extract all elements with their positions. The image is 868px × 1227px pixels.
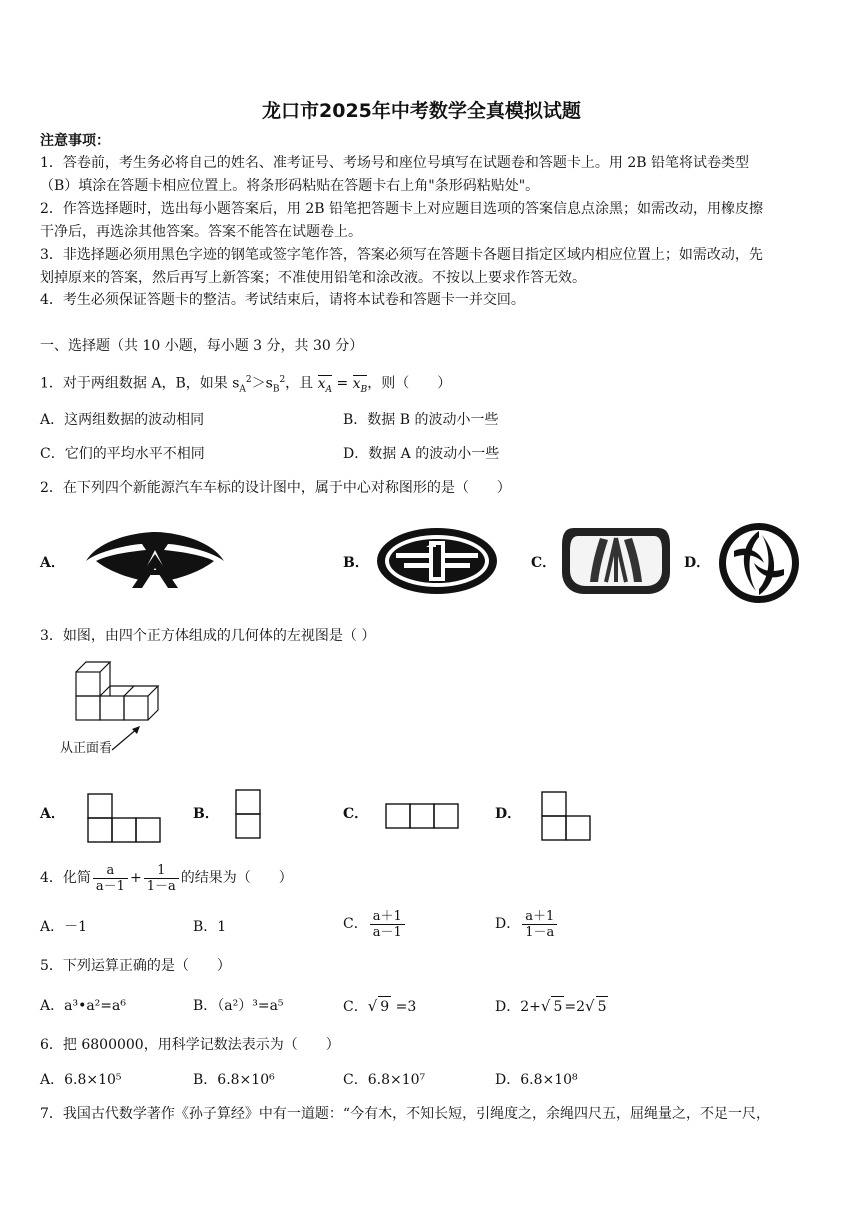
question-3-stem: 3．如图，由四个正方体组成的几何体的左视图是（ ）	[40, 628, 376, 644]
q3-option-b-figure[interactable]	[234, 788, 264, 840]
question-1-stem: 1．对于两组数据 A，B，如果 $s_A^2>s_B^2$，且 $x_A = x_B$，则（ ）	[40, 370, 451, 399]
cube-solid-figure	[74, 660, 166, 724]
q2-option-a-label[interactable]: A．	[40, 555, 65, 571]
notice-line: 2．作答选择题时，选出每小题答案后，用 2B 铅笔把答题卡上对应题目选项的答案信息点涂黑；如需改动，用橡皮擦	[40, 201, 763, 217]
q4-option-a[interactable]: A．－1	[40, 919, 88, 935]
q5-option-c[interactable]: C．√ 9 =3	[343, 997, 417, 1015]
notice-heading: 注意事项：	[40, 133, 110, 149]
q4-option-c[interactable]: C． $\frac{a+1}{a-1}$	[343, 906, 407, 942]
q4-option-b[interactable]: B．1	[193, 919, 227, 935]
notice-line: 4．考生必须保证答题卡的整洁。考试结束后，请将本试卷和答题卡一并交回。	[40, 292, 525, 308]
question-5-stem: 5．下列运算正确的是（ ）	[40, 958, 231, 974]
q1-option-b[interactable]: B．数据 B 的波动小一些	[343, 412, 499, 428]
q5-option-a[interactable]: A．a³•a²=a⁶	[40, 998, 126, 1014]
fraction: $\frac{1}{1-a}$	[144, 863, 179, 894]
page-title: 龙口市2025年中考数学全真模拟试题	[262, 100, 581, 122]
q5-option-d[interactable]: D．2+√ 5 =2√ 5	[495, 997, 607, 1015]
notice-line: 3．非选择题必须用黑色字迹的钢笔或签字笔作答，答案必须写在答题卡各题目指定区域内相应位置上；如需改动，先	[40, 247, 763, 263]
question-4-stem: 4．化简 $\frac{a}{a-1}$ + $\frac{1}{1-a}$ 的结果为（ ）	[40, 862, 293, 894]
car-logo-b-image[interactable]	[376, 527, 498, 595]
notice-line: 划掉原来的答案，然后再写上新答案；不准使用铅笔和涂改液。不按以上要求作答无效。	[40, 270, 586, 286]
q3-option-d-figure[interactable]	[540, 790, 594, 842]
notice-line: 干净后，再选涂其他答案。答案不能答在试题卷上。	[40, 224, 362, 240]
question-7-stem: 7．我国古代数学著作《孙子算经》中有一道题：“今有木，不知长短，引绳度之，余绳四尺五，屈绳量之，不足一尺，	[40, 1106, 771, 1122]
q4-option-d[interactable]: D． $\frac{a+1}{1-a}$	[495, 906, 559, 942]
q6-option-b[interactable]: B．6.8×10⁶	[193, 1072, 275, 1088]
question-6-stem: 6．把 6800000，用科学记数法表示为（ ）	[40, 1037, 340, 1053]
q2-option-b-label[interactable]: B．	[343, 555, 369, 571]
q2-option-d-label[interactable]: D．	[684, 555, 711, 571]
q3-option-b-label[interactable]: B．	[193, 806, 219, 822]
q5-option-b[interactable]: B．（a²）³=a⁵	[193, 998, 284, 1014]
q6-option-a[interactable]: A．6.8×10⁵	[40, 1072, 122, 1088]
car-logo-c-image[interactable]	[560, 524, 672, 596]
q6-option-d[interactable]: D．6.8×10⁸	[495, 1072, 578, 1088]
q1-option-a[interactable]: A．这两组数据的波动相同	[40, 412, 205, 428]
q3-option-a-figure[interactable]	[86, 792, 164, 844]
notice-line: （B）填涂在答题卡相应位置上。将条形码粘贴在答题卡右上角"条形码粘贴处"。	[40, 178, 540, 194]
fraction: $\frac{a+1}{a-1}$	[370, 909, 405, 940]
q1-option-c[interactable]: C．它们的平均水平不相同	[40, 446, 205, 462]
q1-option-d[interactable]: D．数据 A 的波动小一些	[343, 446, 500, 462]
q3-option-c-figure[interactable]	[384, 802, 462, 830]
q2-option-c-label[interactable]: C．	[531, 555, 557, 571]
fraction: $\frac{a}{a-1}$	[93, 863, 128, 894]
notice-line: 1．答卷前，考生务必将自己的姓名、准考证号、考场号和座位号填写在试题卷和答题卡上。用 2B 铅笔将试卷类型	[40, 155, 749, 171]
q3-option-c-label[interactable]: C．	[343, 806, 369, 822]
fraction: $\frac{a+1}{1-a}$	[522, 909, 557, 940]
car-logo-a-image[interactable]	[80, 528, 230, 592]
section-heading: 一、选择题（共 10 小题，每小题 3 分，共 30 分）	[40, 338, 364, 354]
q3-option-a-label[interactable]: A．	[40, 806, 65, 822]
q6-option-c[interactable]: C．6.8×10⁷	[343, 1072, 426, 1088]
question-2-stem: 2．在下列四个新能源汽车车标的设计图中，属于中心对称图形的是（ ）	[40, 480, 511, 496]
arrow-icon	[110, 724, 144, 752]
view-direction-label: 从正面看	[60, 741, 113, 756]
car-logo-d-image[interactable]	[716, 521, 802, 605]
q3-option-d-label[interactable]: D．	[495, 806, 522, 822]
